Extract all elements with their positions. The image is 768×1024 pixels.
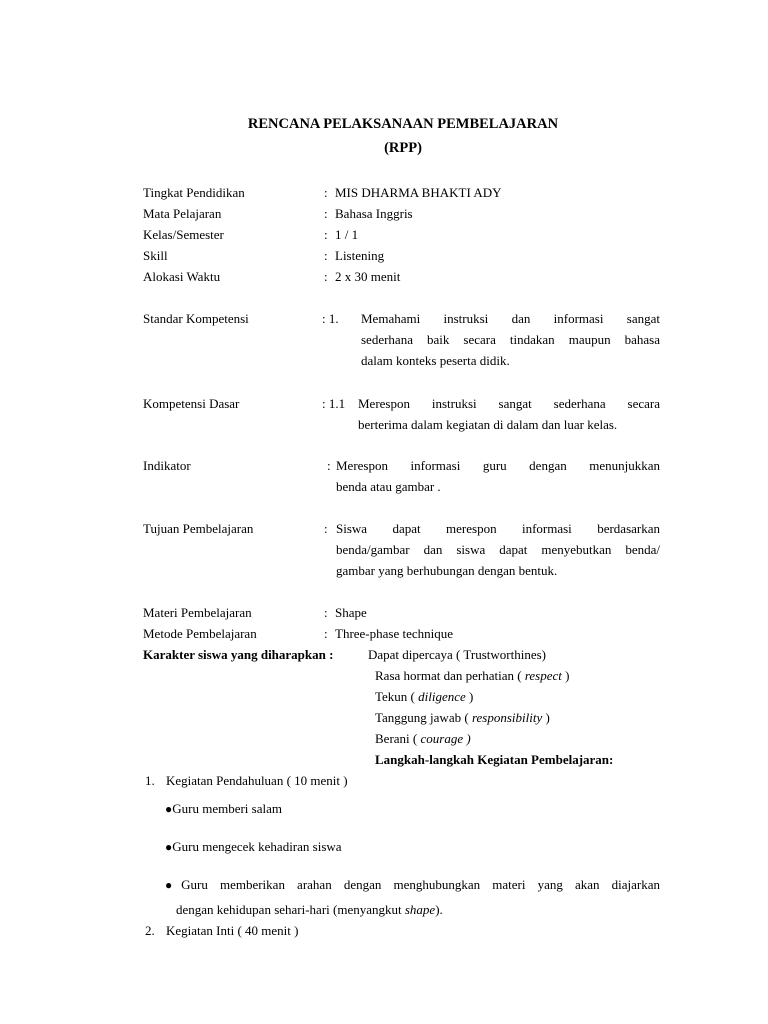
kegiatan-1-title: Kegiatan Pendahuluan ( 10 menit ) bbox=[166, 773, 348, 788]
info-value-mapel: Bahasa Inggris bbox=[335, 206, 413, 221]
list-item-continuation: dengan kehidupan sehari-hari (menyangkut shape). bbox=[176, 902, 443, 917]
list-item: ●Guru mengecek kehadiran siswa bbox=[165, 839, 342, 854]
info-label-tingkat: Tingkat Pendidikan bbox=[143, 185, 245, 200]
indikator-line-2: benda atau gambar . bbox=[336, 479, 441, 494]
document-title: RENCANA PELAKSANAAN PEMBELAJARAN bbox=[247, 116, 559, 132]
tujuan-label: Tujuan Pembelajaran bbox=[143, 521, 254, 536]
kegiatan-1-number: 1. bbox=[145, 773, 155, 788]
info-colon: : bbox=[324, 206, 328, 221]
materi-colon: : bbox=[324, 605, 328, 620]
indikator-label: Indikator bbox=[143, 458, 191, 473]
indikator-colon: : bbox=[327, 458, 331, 473]
karakter-item-3: Tekun ( diligence ) bbox=[375, 689, 474, 704]
kompetensi-label: Kompetensi Dasar bbox=[143, 396, 240, 411]
info-value-tingkat: MIS DHARMA BHAKTI ADY bbox=[335, 185, 502, 200]
info-colon: : bbox=[324, 269, 328, 284]
bullet-icon: ● bbox=[165, 840, 173, 854]
tujuan-line-2: benda/gambar dan siswa dapat menyebutkan benda/ bbox=[336, 542, 660, 557]
tujuan-line-3: gambar yang berhubungan dengan bentuk. bbox=[336, 563, 558, 578]
karakter-item-5: Berani ( courage ) bbox=[375, 731, 471, 746]
info-label-alokasi: Alokasi Waktu bbox=[143, 269, 221, 284]
info-colon: : bbox=[324, 227, 328, 242]
info-label-skill: Skill bbox=[143, 248, 168, 263]
materi-value: Shape bbox=[335, 605, 367, 620]
list-item: ●Guru memberikan arahan dengan menghubungkan materi yang akan diajarkan bbox=[165, 877, 660, 892]
karakter-item-2: Rasa hormat dan perhatian ( respect ) bbox=[375, 668, 570, 683]
info-colon: : bbox=[324, 248, 328, 263]
bullet-icon: ● bbox=[165, 878, 182, 892]
metode-value: Three-phase technique bbox=[335, 626, 454, 641]
info-value-kelas: 1 / 1 bbox=[335, 227, 359, 242]
info-value-skill: Listening bbox=[335, 248, 385, 263]
karakter-item-4: Tanggung jawab ( responsibility ) bbox=[375, 710, 550, 725]
standar-line-1: Memahami instruksi dan informasi sangat bbox=[361, 311, 660, 326]
list-item: ●Guru memberi salam bbox=[165, 801, 282, 816]
info-colon: : bbox=[324, 185, 328, 200]
metode-label: Metode Pembelajaran bbox=[143, 626, 257, 641]
tujuan-colon: : bbox=[324, 521, 328, 536]
standar-line-2: sederhana baik secara tindakan maupun bahasa bbox=[361, 332, 660, 347]
indikator-line-1: Merespon informasi guru dengan menunjukkan bbox=[336, 458, 660, 473]
standar-line-3: dalam konteks peserta didik. bbox=[361, 353, 510, 368]
document-subtitle: (RPP) bbox=[384, 140, 422, 156]
kegiatan-2-number: 2. bbox=[145, 923, 155, 938]
standar-number: : 1. bbox=[322, 311, 339, 326]
kegiatan-2-title: Kegiatan Inti ( 40 menit ) bbox=[166, 923, 299, 938]
info-label-kelas: Kelas/Semester bbox=[143, 227, 224, 242]
langkah-heading: Langkah-langkah Kegiatan Pembelajaran: bbox=[375, 752, 614, 767]
info-label-mapel: Mata Pelajaran bbox=[143, 206, 222, 221]
tujuan-line-1: Siswa dapat merespon informasi berdasarkan bbox=[336, 521, 660, 536]
standar-label: Standar Kompetensi bbox=[143, 311, 249, 326]
bullet-icon: ● bbox=[165, 802, 173, 816]
karakter-label: Karakter siswa yang diharapkan : bbox=[143, 647, 334, 662]
metode-colon: : bbox=[324, 626, 328, 641]
kompetensi-line-2: berterima dalam kegiatan di dalam dan luar kelas. bbox=[358, 417, 618, 432]
materi-label: Materi Pembelajaran bbox=[143, 605, 252, 620]
kompetensi-line-1: Merespon instruksi sangat sederhana secara bbox=[358, 396, 660, 411]
karakter-item-1: Dapat dipercaya ( Trustworthines) bbox=[368, 647, 546, 662]
info-value-alokasi: 2 x 30 menit bbox=[335, 269, 401, 284]
kompetensi-number: : 1.1 bbox=[322, 396, 346, 411]
